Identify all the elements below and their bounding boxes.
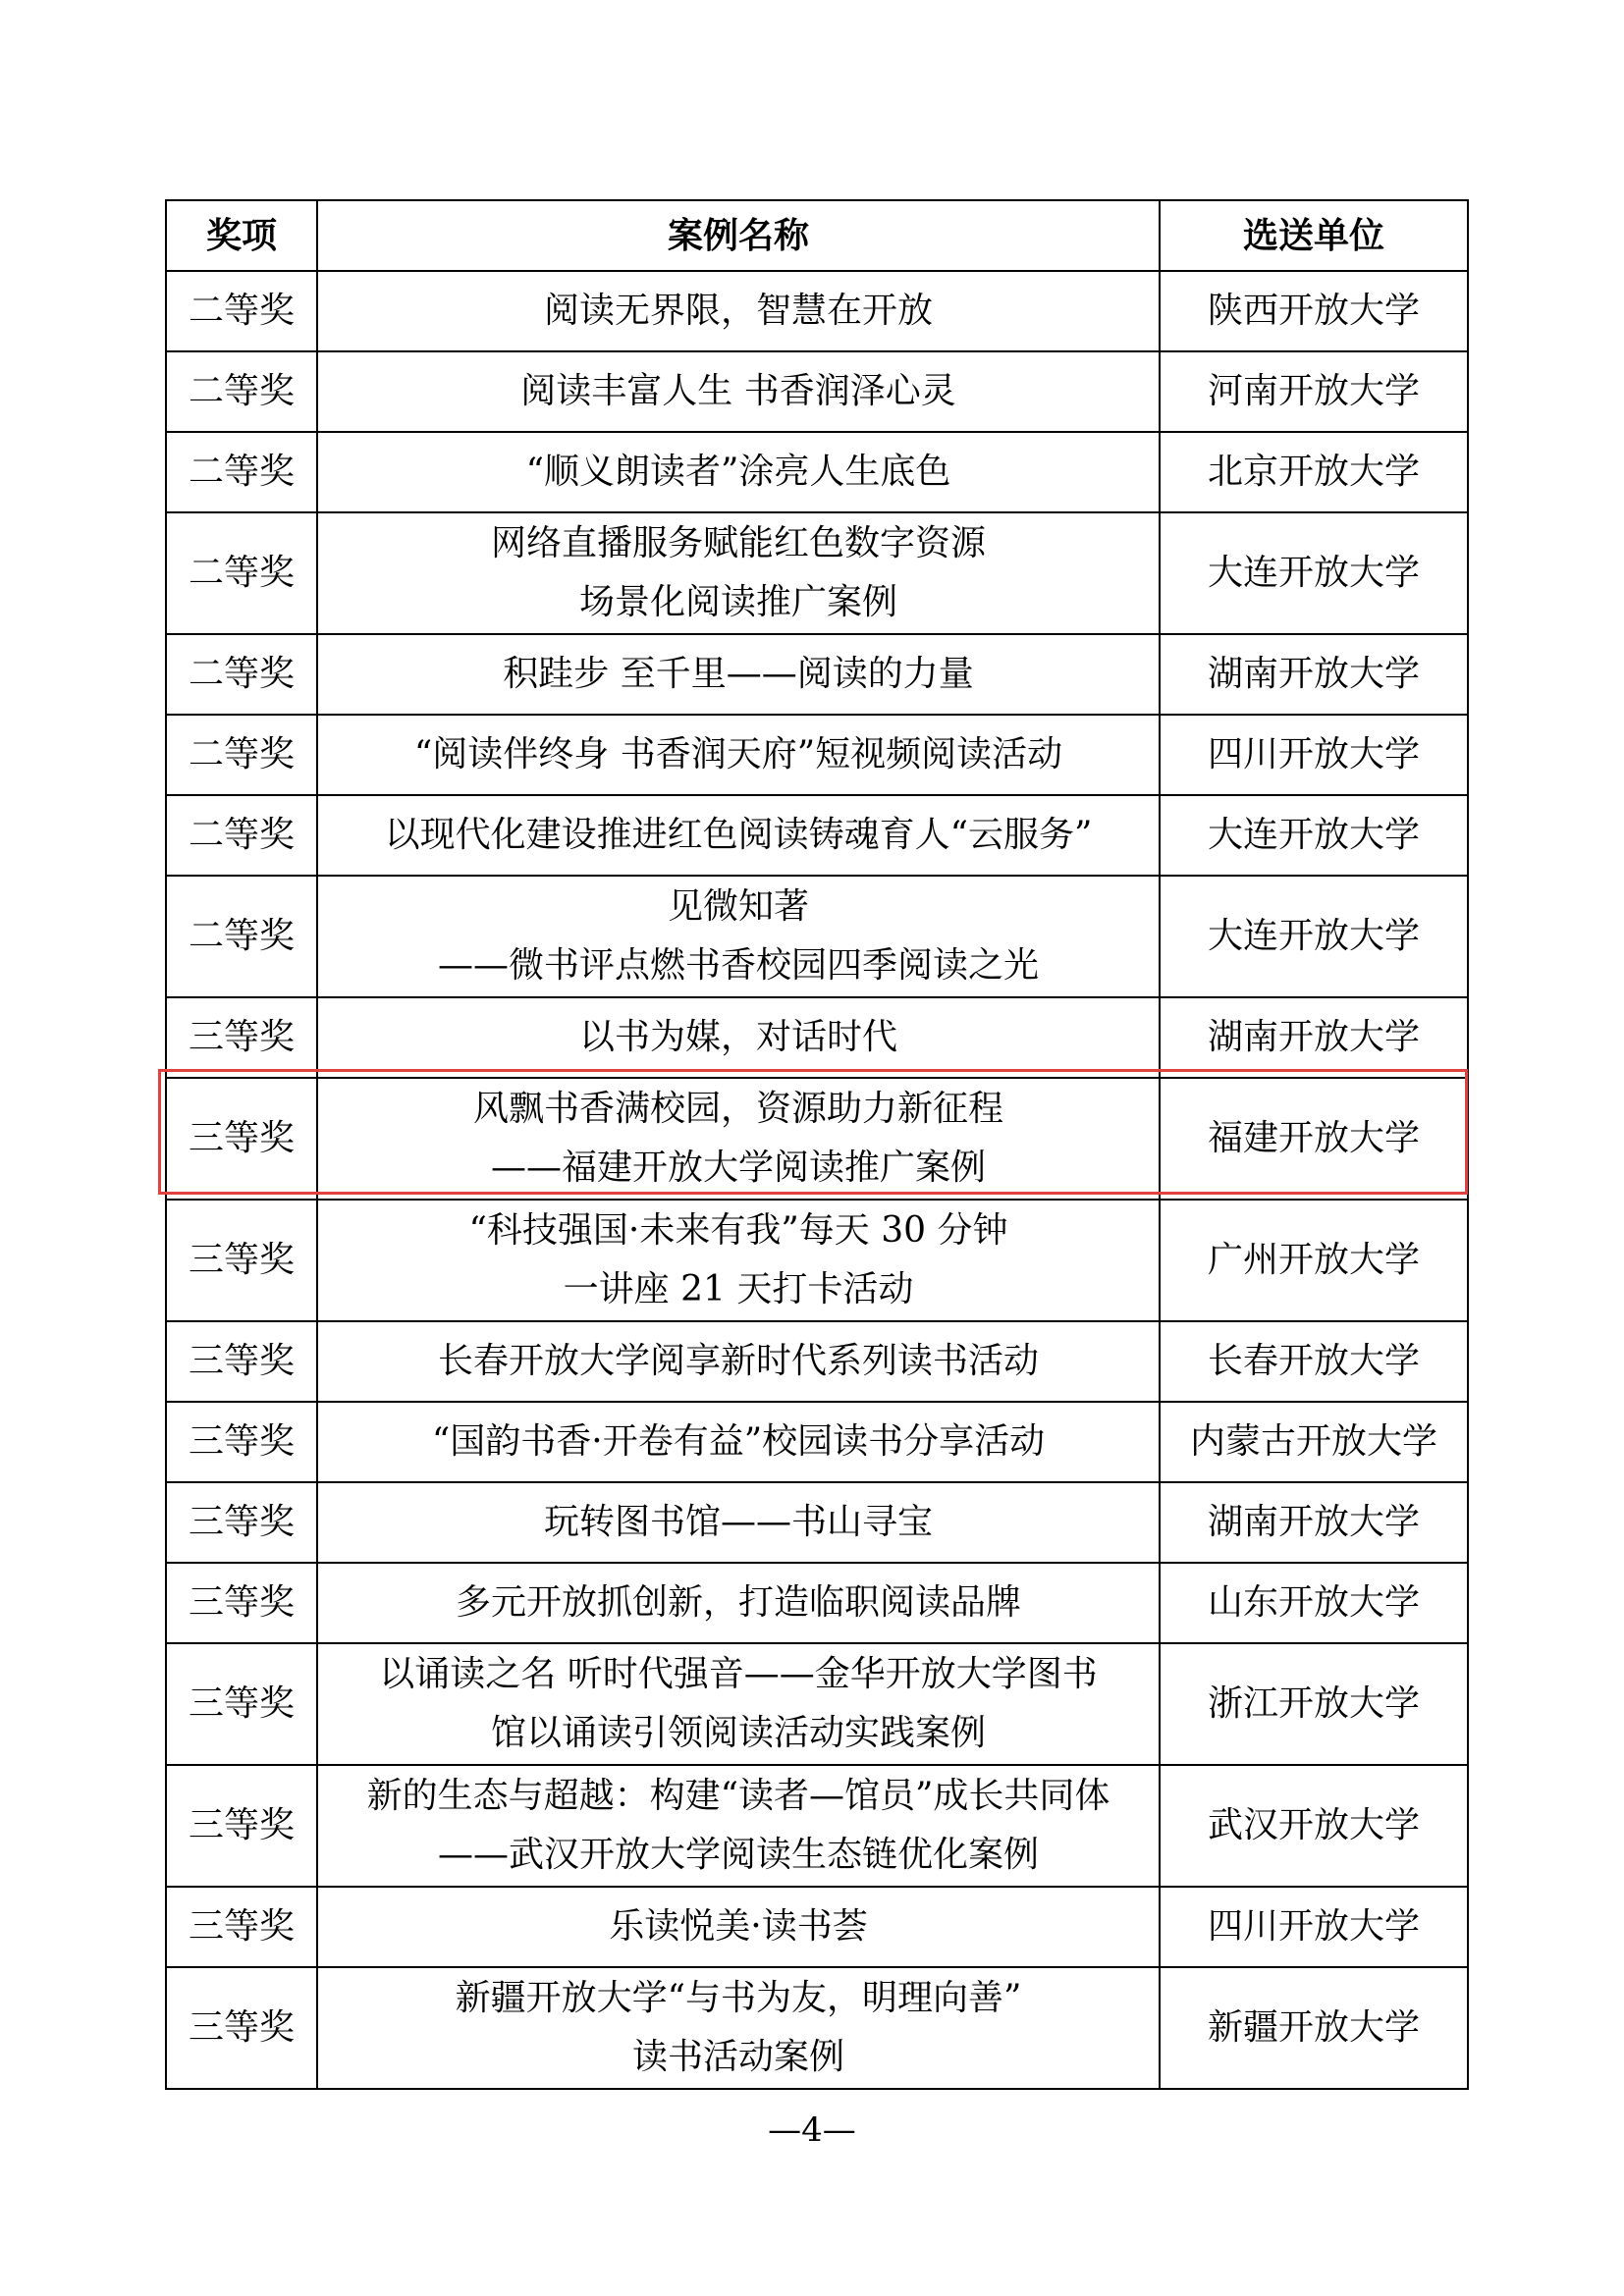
table-row xyxy=(166,876,1468,997)
table-row xyxy=(166,997,1468,1078)
table-row xyxy=(166,1321,1468,1402)
unit-cell: 湖南开放大学 xyxy=(1160,1482,1468,1563)
award-cell: 二等奖 xyxy=(166,715,317,795)
case-name-cell xyxy=(317,997,1160,1078)
table-row xyxy=(166,271,1468,351)
case-name-line: 乐读悦美·读书荟 xyxy=(609,1906,868,1947)
award-cell: 二等奖 xyxy=(166,512,317,634)
case-name-line: 阅读无界限，智慧在开放 xyxy=(543,291,933,331)
table-row xyxy=(166,1887,1468,1967)
case-name-line: 馆以诵读引领阅读活动实践案例 xyxy=(490,1713,986,1753)
unit-cell: 武汉开放大学 xyxy=(1160,1765,1468,1887)
case-name-cell xyxy=(317,795,1160,876)
case-name-cell xyxy=(317,715,1160,795)
header-unit: 选送单位 xyxy=(1160,200,1468,271)
case-name-line: “阅读伴终身 书香润天府”短视频阅读活动 xyxy=(413,734,1063,774)
case-name-line: 新疆开放大学“与书为友，明理向善” xyxy=(455,1978,1022,2018)
award-cell: 二等奖 xyxy=(166,876,317,997)
award-cell: 二等奖 xyxy=(166,271,317,351)
header-award: 奖项 xyxy=(166,200,317,271)
case-name-cell xyxy=(317,1563,1160,1643)
award-cell: 二等奖 xyxy=(166,795,317,876)
case-name-line: 一讲座 21 天打卡活动 xyxy=(563,1269,914,1309)
table-body xyxy=(166,271,1468,2089)
case-name-cell xyxy=(317,271,1160,351)
case-name-line: ——微书评点燃书香校园四季阅读之光 xyxy=(437,945,1039,986)
case-name-line: 积跬步 至千里——阅读的力量 xyxy=(503,654,974,694)
unit-cell: 湖南开放大学 xyxy=(1160,997,1468,1078)
unit-cell: 大连开放大学 xyxy=(1160,876,1468,997)
unit-cell: 四川开放大学 xyxy=(1160,1887,1468,1967)
case-name-cell xyxy=(317,1887,1160,1967)
award-cell: 三等奖 xyxy=(166,1200,317,1321)
case-name-line: 玩转图书馆——书山寻宝 xyxy=(543,1502,933,1542)
awards-table xyxy=(165,199,1469,2090)
case-name-cell xyxy=(317,512,1160,634)
table-row xyxy=(166,795,1468,876)
case-name-line: 以书为媒，对话时代 xyxy=(578,1017,897,1057)
case-name-line: 读书活动案例 xyxy=(631,2037,844,2077)
case-name-cell xyxy=(317,351,1160,432)
unit-cell: 长春开放大学 xyxy=(1160,1321,1468,1402)
table-row xyxy=(166,512,1468,634)
unit-cell: 新疆开放大学 xyxy=(1160,1967,1468,2089)
case-name-cell xyxy=(317,1765,1160,1887)
case-name-line: ——福建开放大学阅读推广案例 xyxy=(490,1148,986,1188)
table-header xyxy=(166,200,1468,271)
case-name-line: 阅读丰富人生 书香润泽心灵 xyxy=(520,371,956,411)
case-name-line: ——武汉开放大学阅读生态链优化案例 xyxy=(437,1835,1039,1875)
unit-cell: 内蒙古开放大学 xyxy=(1160,1402,1468,1482)
case-name-cell xyxy=(317,876,1160,997)
unit-cell: 河南开放大学 xyxy=(1160,351,1468,432)
award-cell: 二等奖 xyxy=(166,432,317,512)
case-name-line: 场景化阅读推广案例 xyxy=(578,582,897,622)
table-row xyxy=(166,1482,1468,1563)
award-cell: 三等奖 xyxy=(166,1887,317,1967)
table-row xyxy=(166,715,1468,795)
table-row xyxy=(166,1200,1468,1321)
case-name-line: 多元开放抓创新，打造临职阅读品牌 xyxy=(455,1582,1021,1623)
case-name-cell xyxy=(317,1078,1160,1200)
unit-cell: 山东开放大学 xyxy=(1160,1563,1468,1643)
table-row xyxy=(166,1078,1468,1200)
award-cell: 三等奖 xyxy=(166,1321,317,1402)
unit-cell: 湖南开放大学 xyxy=(1160,634,1468,715)
case-name-cell xyxy=(317,634,1160,715)
unit-cell: 北京开放大学 xyxy=(1160,432,1468,512)
case-name-line: 长春开放大学阅享新时代系列读书活动 xyxy=(437,1341,1039,1381)
table-row xyxy=(166,432,1468,512)
award-cell: 三等奖 xyxy=(166,1078,317,1200)
header-row xyxy=(166,200,1468,271)
award-cell: 三等奖 xyxy=(166,1402,317,1482)
table-row xyxy=(166,1643,1468,1765)
unit-cell: 福建开放大学 xyxy=(1160,1078,1468,1200)
award-cell: 二等奖 xyxy=(166,351,317,432)
case-name-cell xyxy=(317,1200,1160,1321)
unit-cell: 大连开放大学 xyxy=(1160,795,1468,876)
case-name-line: 新的生态与超越：构建“读者—馆员”成长共同体 xyxy=(366,1776,1110,1816)
unit-cell: 浙江开放大学 xyxy=(1160,1643,1468,1765)
case-name-cell xyxy=(317,1643,1160,1765)
case-name-cell xyxy=(317,1321,1160,1402)
award-cell: 三等奖 xyxy=(166,1643,317,1765)
table-row xyxy=(166,1402,1468,1482)
award-cell: 三等奖 xyxy=(166,1765,317,1887)
case-name-line: 以现代化建设推进红色阅读铸魂育人“云服务” xyxy=(384,815,1093,855)
table-row xyxy=(166,1967,1468,2089)
table-row xyxy=(166,351,1468,432)
case-name-line: “顺义朗读者”涂亮人生底色 xyxy=(525,452,951,492)
case-name-line: “科技强国·未来有我”每天 30 分钟 xyxy=(468,1210,1008,1251)
case-name-cell xyxy=(317,1482,1160,1563)
case-name-line: 风飘书香满校园，资源助力新征程 xyxy=(472,1089,1003,1129)
award-cell: 三等奖 xyxy=(166,1967,317,2089)
award-cell: 二等奖 xyxy=(166,634,317,715)
unit-cell: 大连开放大学 xyxy=(1160,512,1468,634)
case-name-line: 以诵读之名 听时代强音——金华开放大学图书 xyxy=(379,1654,1098,1694)
table-row xyxy=(166,1765,1468,1887)
header-case-name: 案例名称 xyxy=(317,200,1160,271)
award-cell: 三等奖 xyxy=(166,1563,317,1643)
case-name-line: 见微知著 xyxy=(667,886,809,927)
case-name-line: 网络直播服务赋能红色数字资源 xyxy=(490,523,986,563)
award-cell: 三等奖 xyxy=(166,997,317,1078)
unit-cell: 四川开放大学 xyxy=(1160,715,1468,795)
case-name-cell xyxy=(317,1402,1160,1482)
unit-cell: 广州开放大学 xyxy=(1160,1200,1468,1321)
case-name-cell xyxy=(317,1967,1160,2089)
case-name-cell xyxy=(317,432,1160,512)
page-number: —4— xyxy=(768,2110,856,2150)
award-cell: 三等奖 xyxy=(166,1482,317,1563)
unit-cell: 陕西开放大学 xyxy=(1160,271,1468,351)
case-name-line: “国韵书香·开卷有益”校园读书分享活动 xyxy=(431,1421,1046,1462)
table-row xyxy=(166,1563,1468,1643)
table-row xyxy=(166,634,1468,715)
